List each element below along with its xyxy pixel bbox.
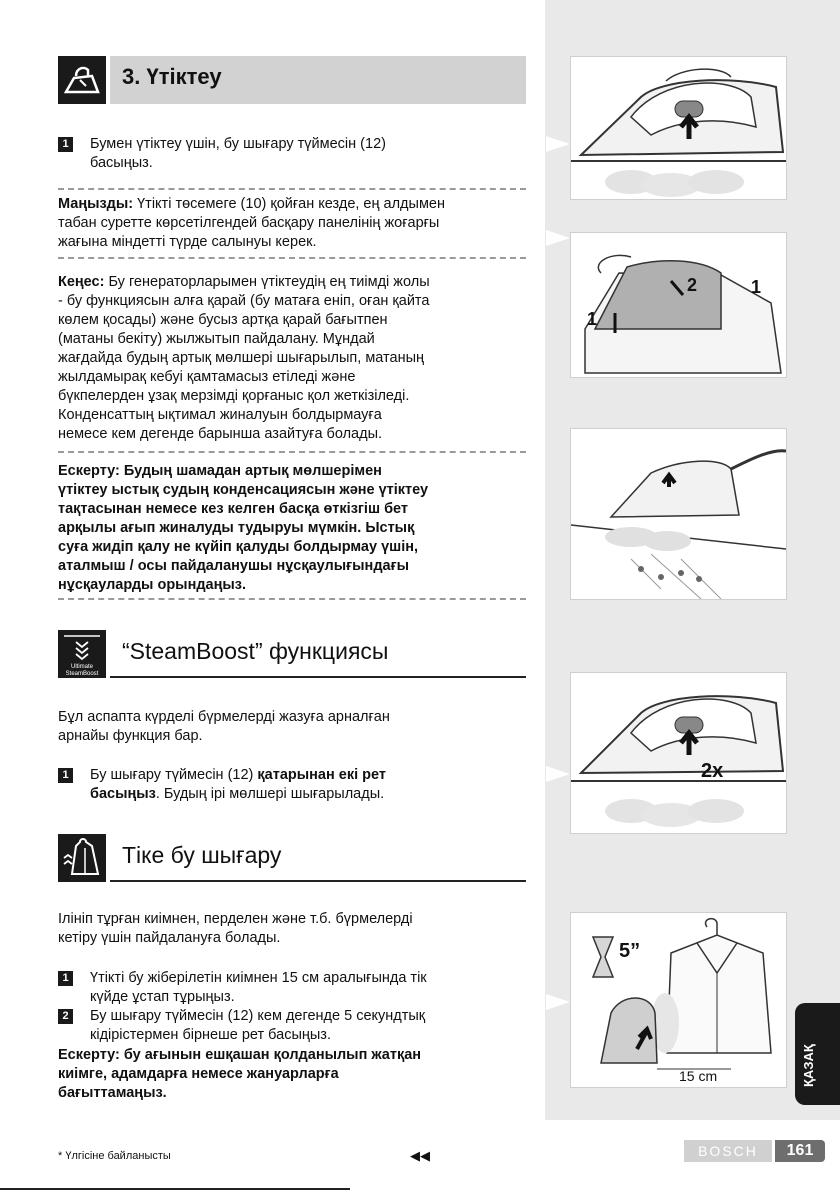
- tip-note: (матаны бекіту) жылжытып пайдалану. Мұндай: [58, 331, 375, 347]
- steamboost-icon-caption: Ultimate SteamBoost: [65, 664, 99, 677]
- figure-label: 5”: [619, 940, 641, 962]
- step-text: Бумен үтіктеу үшін, бу шығару түймесін (12): [90, 136, 386, 152]
- tip-note: көлем қосады) және бусыз артқа қарай бағытпен: [58, 312, 388, 328]
- language-tab[interactable]: [795, 1003, 840, 1105]
- figure-label: 2x: [701, 760, 724, 782]
- illustration-vertical-steam: [570, 912, 787, 1088]
- tip-note: Кеңес: Бу генераторларымен үтіктеудің ең тиімді жолы: [58, 274, 430, 290]
- tip-note: жағдайда будың артық мөлшері шығарылып, матаның: [58, 350, 425, 366]
- divider: [58, 188, 526, 190]
- step-text: басыңыз. Будың ірі мөлшері шығарылады.: [90, 786, 385, 802]
- step-text: басыңыз.: [90, 155, 153, 171]
- warning-note: бағыттамаңыз.: [58, 1085, 167, 1101]
- footnote: * Үлгісіне байланысты: [58, 1150, 171, 1162]
- divider: [58, 598, 526, 600]
- figure-label: 1: [587, 309, 598, 329]
- pointer-arrow: [546, 136, 570, 152]
- figure-label: 2: [687, 275, 698, 295]
- pointer-arrow: [546, 766, 570, 782]
- brand-label: BOSCH: [684, 1140, 772, 1162]
- step-number: 1: [58, 971, 73, 986]
- intro-text: Ілініп тұрған киімнен, перделен және т.б. бүрмелерді: [58, 911, 413, 927]
- warning-note: нұсқауларды орындаңыз.: [58, 577, 246, 593]
- nav-back-icon[interactable]: ◀◀: [410, 1148, 430, 1163]
- vertical-steam-section-header: [58, 834, 526, 882]
- divider: [58, 257, 526, 259]
- tip-note: Конденсаттың ықтимал жиналуын болдырмауға: [58, 407, 382, 423]
- warning-note: Ескерту: бу ағынын ешқашан қолданылып жатқан: [58, 1047, 422, 1063]
- tip-note: - бу функциясын алға қарай (бу матаға еніп, оған қайта: [58, 293, 430, 309]
- step-text: күйде ұстап тұрыңыз.: [90, 989, 235, 1005]
- steamboost-section-header: [58, 630, 526, 678]
- illustration-iron-on-base: [570, 232, 787, 378]
- pointer-arrow: [546, 230, 570, 246]
- warning-note: үтіктеу ыстық судың конденсациясын және үтіктеу: [58, 482, 429, 498]
- intro-text: кетіру үшін пайдалануға болады.: [58, 930, 281, 946]
- figure-label: 15 cm: [679, 1068, 718, 1084]
- intro-text: арнайы функция бар.: [58, 728, 203, 744]
- step-number: 1: [58, 137, 73, 152]
- step-text: Бу шығару түймесін (12) кем дегенде 5 секундтық: [90, 1008, 426, 1024]
- illustration-steam-condensation: [570, 428, 787, 600]
- illustration-iron-steam: [570, 56, 787, 200]
- step-text: Үтікті бу жіберілетін киімнен 15 см аралығында тік: [90, 970, 427, 986]
- step-number: 1: [58, 768, 73, 783]
- tip-note: немесе кем дегенде барынша азайтуға болады.: [58, 426, 383, 442]
- page-number: 161: [775, 1140, 825, 1162]
- bottom-rule: [0, 1188, 350, 1190]
- section-rule: [110, 676, 526, 678]
- section-title: Тіке бу шығару: [122, 842, 282, 868]
- step-text: кідірістермен бірнеше рет басыңыз.: [90, 1027, 331, 1043]
- step-text: Бу шығару түймесін (12) қатарынан екі рет: [90, 767, 386, 783]
- important-note: табан суретте көрсетілгендей басқару панелінің жоғарғы: [58, 215, 440, 231]
- warning-note: Ескерту: Будың шамадан артық мөлшерімен: [58, 463, 382, 479]
- section-title: 3. Үтіктеу: [122, 64, 222, 89]
- intro-text: Бұл аспапта күрделі бүрмелерді жазуға арналған: [58, 709, 390, 725]
- language-label: ҚАЗАҚ: [801, 1044, 816, 1087]
- illustration-iron-double-press: [570, 672, 787, 834]
- steamboost-icon: [58, 630, 106, 678]
- warning-note: тақтасынан немесе кез келген басқа өткізгіш бет: [58, 501, 409, 517]
- vertical-steam-icon: [58, 834, 106, 882]
- tip-note: бүкпелерден ұзақ мерзімді қорғаныс қол жеткізіледі.: [58, 388, 410, 404]
- tip-note: жылдамырақ кебуі қамтамасыз етіледі және: [58, 369, 356, 385]
- step-number: 2: [58, 1009, 73, 1024]
- section-title: “SteamBoost” функциясы: [122, 638, 389, 664]
- iron-icon: [58, 56, 106, 104]
- divider: [58, 451, 526, 453]
- important-note: Маңызды: Үтікті төсемеге (10) қойған кезде, ең алдымен: [58, 196, 445, 212]
- important-note: жағына міндетті түрде салынуы керек.: [58, 234, 317, 250]
- warning-note: суға жидіп қалу не күйіп қалуды болдырмау үшін,: [58, 539, 419, 555]
- figure-label: 1: [751, 277, 762, 297]
- warning-note: киімге, адамдарға немесе жануарларға: [58, 1066, 339, 1082]
- pointer-arrow: [546, 994, 570, 1010]
- ironing-section-header: [58, 56, 526, 104]
- warning-note: аталмыш / осы пайдаланушы нұсқаулығындағы: [58, 558, 410, 574]
- warning-note: арқылы ағып жиналуды тудыруы мүмкін. Ыстық: [58, 520, 415, 536]
- section-rule: [110, 880, 526, 882]
